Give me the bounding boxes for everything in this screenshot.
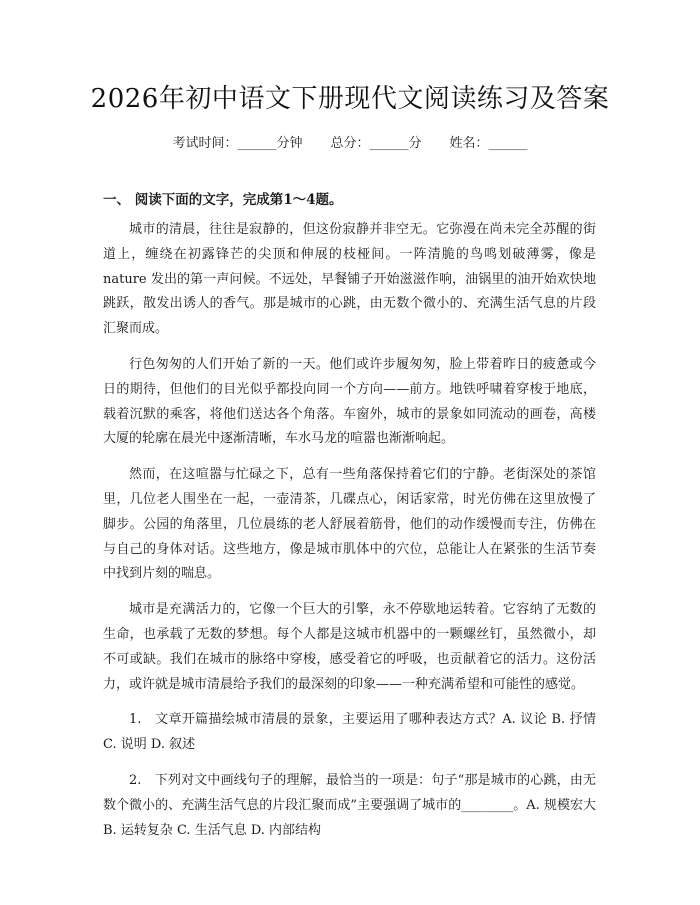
reading-passage <box>103 218 596 854</box>
page-title: 2026年初中语文下册现代文阅读练习及答案 <box>90 84 610 114</box>
question-item: 2. 下列对文中画线句子的理解，最恰当的一项是：句子“那是城市的心跳，由无数个微小的、充满生活气息的片段汇聚而成”主要强调了城市的________。A. 规模宏大 B. 运转复杂 C. 生活气息 D. 内部结构 <box>103 772 596 838</box>
total-score-field: 总分：______分 <box>330 136 422 151</box>
question-item: 1. 文章开篇描绘城市清晨的景象，主要运用了哪种表达方式？A. 议论 B. 抒情 C. 说明 D. 叙述 <box>103 712 596 753</box>
exam-time-field: 考试时间：______分钟 <box>172 136 303 151</box>
section-heading: 一、 阅读下面的文字，完成第1～4题。 <box>103 192 343 208</box>
passage-paragraph: 行色匆匆的人们开始了新的一天。他们或许步履匆匆，脸上带着昨日的疲惫或今日的期待，但他们的目光似乎都投向同一个方向——前方。地铁呼啸着穿梭于地底，载着沉默的乘客，将他们送达各个角落。车窗外，城市的景象如同流动的画卷，高楼大厦的轮廓在晨光中逐渐清晰，车水马龙的喧嚣也渐渐响起。 <box>103 356 596 447</box>
exam-info <box>0 134 700 154</box>
passage-paragraph: 城市是充满活力的，它像一个巨大的引擎，永不停歇地运转着。它容纳了无数的生命，也承载了无数的梦想。每个人都是这城市机器中的一颗螺丝钉，虽然微小，却不可或缺。我们在城市的脉络中穿梭，感受着它的呼吸，也贡献着它的活力。这份活力，或许就是城市清晨给予我们的最深刻的印象——一种充满希望和可能性的感觉。 <box>103 602 596 692</box>
passage-paragraph: 然而，在这喧嚣与忙碌之下，总有一些角落保持着它们的宁静。老街深处的茶馆里，几位老人围坐在一起，一壶清茶，几碟点心，闲话家常，时光仿佛在这里放慢了脚步。公园的角落里，几位晨练的老人舒展着筋骨，他们的动作缓慢而专注，仿佛在与自己的身体对话。这些地方，像是城市肌体中的穴位，总能让人在紧张的生活节奏中找到片刻的喘息。 <box>103 467 596 582</box>
passage-paragraph: 城市的清晨，往往是寂静的，但这份寂静并非空无。它弥漫在尚未完全苏醒的街道上，缠绕在初露锋芒的尖顶和伸展的枝桠间。一阵清脆的鸟鸣划破薄雾，像是nature 发出的第一声问候。不远处，早餐铺子开始滋滋作响，油锅里的油开始欢快地跳跃，散发出诱人的香气。那是城市的心跳，由无数个微小的、充满生活气息的片段汇聚而成。 <box>103 222 596 337</box>
name-field: 姓名：______ <box>449 136 528 151</box>
